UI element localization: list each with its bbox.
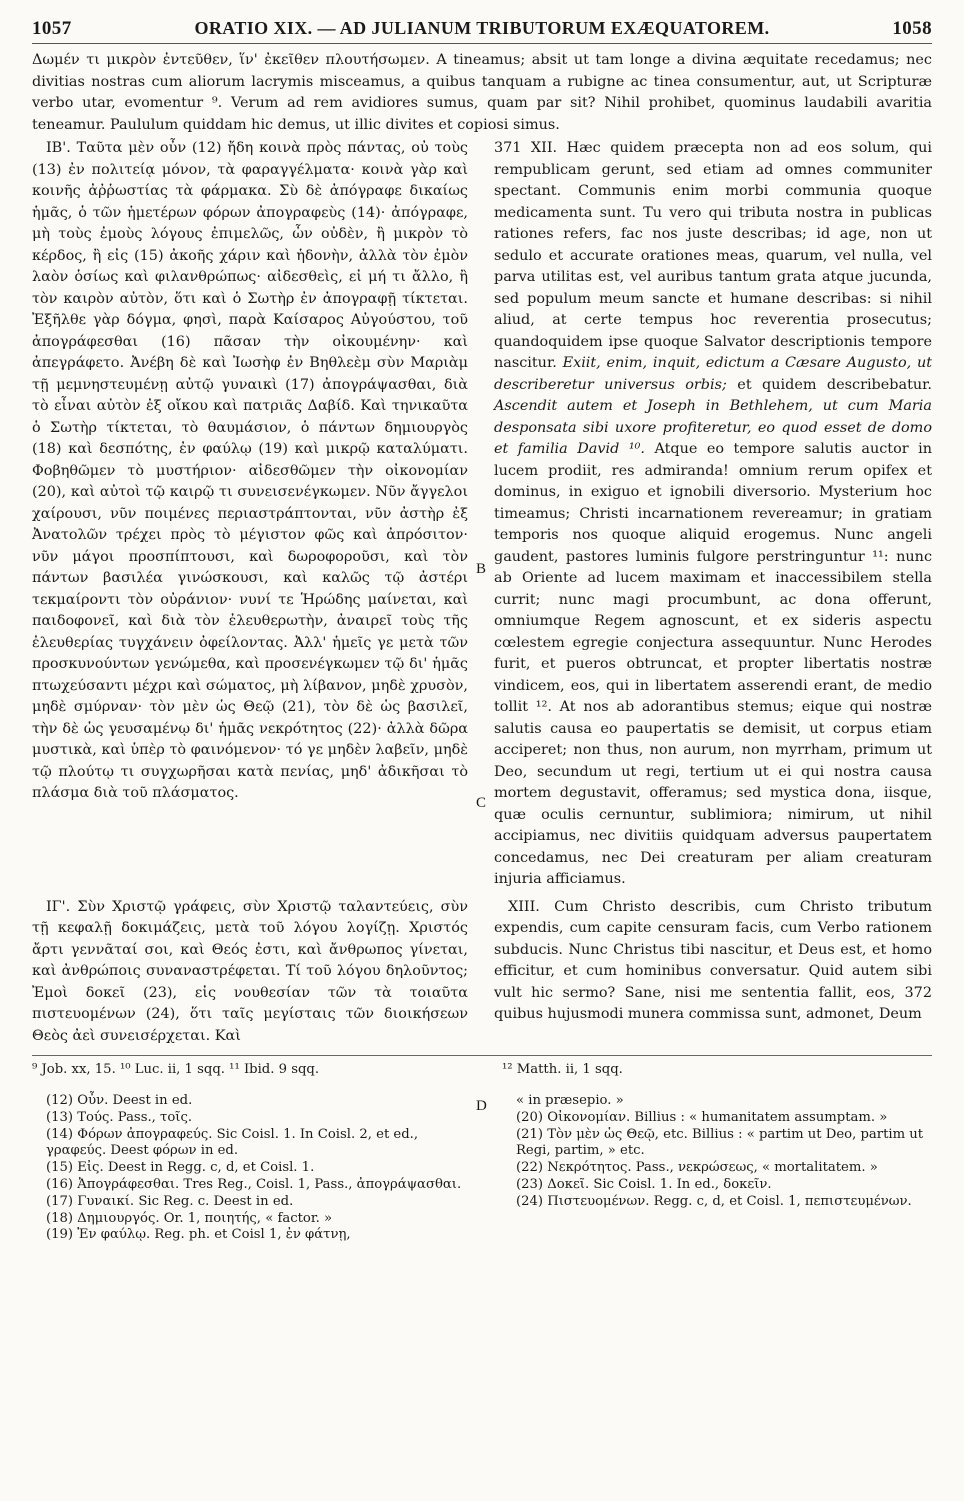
scripture-references xyxy=(32,1055,932,1077)
note: (24) Πιστευομένων. Regg. c, d, et Coisl. 1, πεπιστευμένων. xyxy=(516,1193,912,1209)
latin-section-13: XIII. Cum Christo describis, cum Christo tributum expendis, cum capite censuram facis, cum Verbo rationem subducis. Nunc Christus tibi nascitur, et Deus est, et homo efficitur, et cum hominibus conversatur. Quid autem sibi vult hic sermo? Sane, nisi me sententia fallit, eos, 372 quibus hujusmodi munera commissa sunt, admonet, Deum xyxy=(494,898,932,1022)
note: (19) Ἐν φαύλῳ. Reg. ph. et Coisl 1, ἐν φάτνῃ, xyxy=(46,1227,351,1243)
critical-notes xyxy=(32,1093,932,1244)
greek-column xyxy=(32,138,468,891)
marker-c: C xyxy=(476,795,487,811)
note: (22) Νεκρότητος. Pass., νεκρώσεως, « mortalitatem. » xyxy=(516,1160,878,1176)
marker-b: B xyxy=(476,561,487,577)
scripture-refs-right: ¹² Matth. ii, 1 sqq. xyxy=(502,1062,623,1077)
latin-column-2 xyxy=(494,897,932,1048)
page xyxy=(32,18,932,1488)
greek-continuation-line: Δωμέν τι μικρὸν ἐντεῦθεν, ἵν' ἐκεῖθεν πλουτήσωμεν. xyxy=(32,52,430,68)
main-columns xyxy=(32,138,932,891)
note: (13) Τούς. Pass., τοῖς. xyxy=(46,1109,193,1125)
scripture-refs-left: ⁹ Job. xx, 15. ¹⁰ Luc. ii, 1 sqq. ¹¹ Ibid. 9 sqq. xyxy=(32,1062,320,1077)
note: (18) Δημιουργός. Or. 1, ποιητής, « factor. » xyxy=(46,1210,333,1226)
running-title: ORATIO XIX. — AD JULIANUM TRIBUTORUM EXÆQUATOREM. xyxy=(194,18,770,38)
note: « in præsepio. » xyxy=(516,1093,624,1108)
latin-continuation: A tineamus; absit ut tam longe a divina æquitate recedamus; nec divitias nostras cum aliorum lacrymis misceamus, a quibus tanquam a rubigne ac tinea consumentur, aut, ut Scripturæ verbo utar, evomentur ⁹. Verum ad rem avidiores sumus, quam par sit? Nihil prohibet, quominus laudabili avaritia teneamur. Paululum quiddam hic demus, ut illic divites et copiosi simus. xyxy=(32,52,932,133)
note: (15) Εἰς. Deest in Regg. c, d, et Coisl. 1. xyxy=(46,1160,315,1176)
note: (16) Ἀπογράφεσθαι. Tres Reg., Coisl. 1, Pass., ἀπογράψασθαι. xyxy=(46,1176,462,1192)
latin-section-12 xyxy=(494,138,932,891)
note: (20) Οἰκονομίαν. Billius : « humanitatem assumptam. » xyxy=(516,1109,888,1125)
latin-section-12-text-2: et quidem describebatur. xyxy=(737,376,932,393)
top-block xyxy=(32,50,932,136)
scripture-quote-2: Ascendit autem et Joseph in Bethlehem, ut cum Maria desponsata sibi uxore profiteretur, eo quod esset de domo et familia David ¹⁰. xyxy=(494,398,932,457)
notes-left-column xyxy=(32,1093,462,1244)
note: (17) Γυναικί. Sic Reg. c. Deest in ed. xyxy=(46,1193,294,1209)
running-header xyxy=(32,18,932,44)
greek-section-13: ΙΓ'. Σὺν Χριστῷ γράφεις, σὺν Χριστῷ ταλαντεύεις, σὺν τῇ κεφαλῇ δοκιμάζεις, μετὰ τοῦ λόγου λογίζῃ. Χριστός ἄρτι γεννᾶταί σοι, καὶ Θεός ἐστι, καὶ ἄνθρωπος γίνεται, καὶ ἀνθρώποις συναναστρέφεται. Τί τοῦ λόγου δηλοῦντος; Ἐμοὶ δοκεῖ (23), εἰς νουθεσίαν τῶν τὰ τοιαῦτα πιστευομένων (24), ὅτι ταῖς μεγίσταις τῶν διοικήσεων Θεὸς ἀεὶ συνεισέρχεται. Καὶ xyxy=(32,898,468,1044)
latin-column xyxy=(494,138,932,891)
latin-section-12-text-1: 371 XII. Hæc quidem præcepta non ad eos solum, qui rempublicam gerunt, sed etiam ad omnes communiter spectant. Communis enim morbi communia quoque medicamenta sunt. Tu vero qui tributa nostra in publicas rationes refers, fac nos juste describas; id age, non ut sedulo et accurate orationes meas, quarum, vel nulla, vel parva utilitas est, vel auribus tantum grata atque jucunda, sed populum meum sancte et humane describas: si nihil aliud, at certe tempus hoc reverentia prosecutus; quandoquidem ipse quoque Salvator descriptionis tempore nascitur. xyxy=(494,140,932,371)
note: (21) Τὸν μὲν ὡς Θεῷ, etc. Billius : « partim ut Deo, partim ut Regi, partim, » etc. xyxy=(516,1126,924,1159)
notes-right-column xyxy=(502,1093,932,1244)
note: (14) Φόρων ἀπογραφεύς. Sic Coisl. 1. In Coisl. 2, et ed., γραφεύς. Deest φόρων in ed. xyxy=(46,1126,419,1159)
right-page-number: 1058 xyxy=(892,18,932,39)
note: (23) Δοκεῖ. Sic Coisl. 1. In ed., δοκεῖν. xyxy=(516,1176,772,1192)
marker-d: D xyxy=(476,1098,487,1114)
latin-section-12-text-3: Atque eo tempore salutis auctor in lucem prodiit, res admiranda! omnium rerum opifex et dominus, in exiguo et ignobili diversorio. Mysterium hoc timeamus; Christi incarnationem revereamur; in gratiam temporis nos quoque aliquid erogemus. Nunc angeli gaudent, pastores luminis fulgore perstringuntur ¹¹: nunc ab Oriente ad lucem maximam et inaccessibilem stella currit; nunc magi procumbunt, ac dona offerunt, omniumque Regem agnoscunt, et ex sideris aspectu cœlestem egregie conjectura assequuntur. Nunc Herodes furit, et pueros obtruncat, et propter libertatis nostræ vindicem, eos, qui in libertatem asserendi erant, de medio tollit ¹². At nos ab adorantibus stemus; eique qui nostræ salutis causa eo paupertatis se demisit, ut corpus etiam acciperet; non thus, non aurum, non myrrham, primum ut Deo, secundum ut regi, tertium ut ei qui nostra causa mortem degustavit, offeramus; sed mystica dona, iisque, quæ oculis cernuntur, sublimiora; nimirum, ut nihil accipiamus, nec divitiis quidquam adversus paupertatem concedamus, nec Dei creaturam per aliam creaturam injuria afficiamus. xyxy=(494,441,933,887)
note: (12) Οὖν. Deest in ed. xyxy=(46,1093,193,1108)
greek-section-12: ΙΒ'. Ταῦτα μὲν οὖν (12) ἤδη κοινὰ πρὸς πάντας, οὐ τοὺς (13) ἐν πολιτείᾳ μόνον, τὰ φαραγγέλματα· κοινὰ γὰρ καὶ κοινῆς ἀῤῥωστίας τὰ φάρμακα. Σὺ δὲ ἀπόγραφε δικαίως ἡμᾶς, ὁ τῶν ἡμετέρων φόρων ἀπογραφεὺς (14)· ἀπόγραφε, μὴ τοὺς ἐμοὺς λόγους ἐπιμελῶς, ὧν οὐδὲν, ἢ μικρὸν τὸ κέρδος, ἢ εἰς (15) ἀκοῆς χάριν καὶ ἡδονὴν, ἀλλὰ τὸν ἐμὸν λαὸν ὁσίως καὶ φιλανθρώπως· αἰδεσθεὶς, εἰ μή τι ἄλλο, ἢ τὸν καιρὸν αὐτὸν, ὅτι καὶ ὁ Σωτὴρ ἐν ἀπογραφῇ τίκτεται. Ἐξῆλθε γὰρ δόγμα, φησὶ, παρὰ Καίσαρος Αὐγούστου, τοῦ ἀπογράφεσθαι (16) πᾶσαν τὴν οἰκουμένην· καὶ ἀπεγράφετο. Ἀνέβη δὲ καὶ Ἰωσὴφ ἐν Βηθλεὲμ σὺν Μαριὰμ τῇ μεμνηστευμένῃ αὐτῷ γυναικὶ (17) ἀπογράψασθαι, διὰ τὸ εἶναι αὐτὸν ἐξ οἴκου καὶ πατριᾶς Δαβίδ. Καὶ τηνικαῦτα ὁ Σωτὴρ τίκτεται, τὸ θαυμάσιον, ὁ πάντων δημιουργὸς (18) καὶ δεσπότης, ἐν φαύλῳ (19) καὶ μικρῷ καταλύματι. Φοβηθῶμεν τὸ μυστήριον· αἰδεσθῶμεν τὴν οἰκονομίαν (20), καὶ αὐτοὶ τῷ καιρῷ τι συνεισενέγκωμεν. Νῦν ἄγγελοι χαίρουσι, νῦν ποιμένες περιαστράπτονται, νῦν ἀστὴρ ἐξ Ἀνατολῶν τρέχει πρὸς τὸ μέγιστον φῶς καὶ ἀπρόσιτον· νῦν μάγοι προσπίπτουσι, καὶ δωροφοροῦσι, καὶ τὸν πάντων βασιλέα γινώσκουσι, καὶ καλῶς τῷ ἀστέρι τεκμαίροντι τὸν οὐράνιον· νυνί τε Ἡρώδης μαίνεται, καὶ παιδοφονεῖ, καὶ διὰ τὸν ἐλευθερωτὴν, ἀναιρεῖ τοὺς τῆς ἐλευθερίας τυγχάνειν ὀφείλοντας. Ἀλλ' ἡμεῖς γε μετὰ τῶν προσκυνούντων γενώμεθα, καὶ προσενέγκωμεν τῷ δι' ἡμᾶς πτωχεύσαντι μέχρι καὶ σώματος, μὴ λίβανον, μηδὲ χρυσὸν, μηδὲ σμύρναν· τὸν μὲν ὡς Θεῷ (21), τὸν δὲ ὡς βασιλεῖ, τὴν δὲ ὡς γευσαμένῳ δι' ἡμᾶς νεκρότητος (22)· ἀλλὰ δῶρα μυστικὰ, καὶ ὑπὲρ τὸ φαινόμενον· τό γε μηδὲν λαβεῖν, μηδὲ τῷ πλούτῳ τι συγχωρῆσαι κατὰ πενίας, μηδ' ἀδικῆσαι τὸ πλάσμα διὰ τοῦ πλάσματος. xyxy=(32,140,468,801)
section-13-columns xyxy=(32,897,932,1048)
scripture-quote-1: Exiit, enim, inquit, edictum a Cæsare Augusto, ut describeretur universus orbis; xyxy=(494,355,932,393)
left-page-number: 1057 xyxy=(32,18,72,39)
greek-column-2 xyxy=(32,897,468,1048)
